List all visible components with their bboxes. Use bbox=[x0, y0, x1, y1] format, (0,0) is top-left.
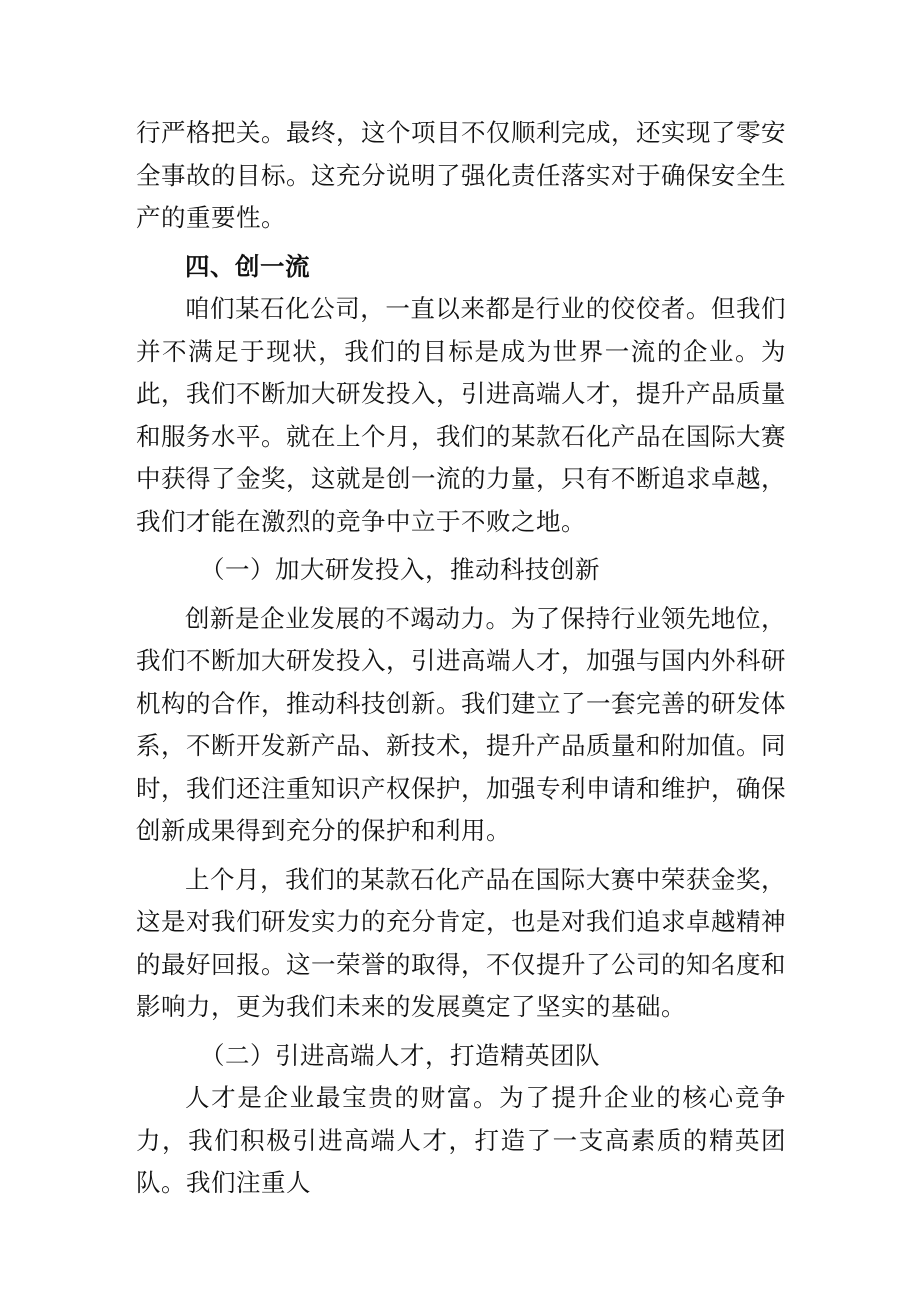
paragraph-intro: 咱们某石化公司，一直以来都是行业的佼佼者。但我们并不满足于现状，我们的目标是成为世界一流的企业。为此，我们不断加大研发投入，引进高端人才，提升产品质量和服务水平。就在上个月，我们的某款石化产品在国际大赛中获得了金奖，这就是创一流的力量，只有不断追求卓越，我们才能在激烈的竞争中立于不败之地。 bbox=[136, 294, 786, 536]
section-heading-4: 四、创一流 bbox=[185, 251, 310, 281]
paragraph-1b: 上个月，我们的某款石化产品在国际大赛中荣获金奖，这是对我们研发实力的充分肯定，也是对我们追求卓越精神的最好回报。这一荣誉的取得，不仅提升了公司的知名度和影响力，更为我们未来的发展奠定了坚实的基础。 bbox=[136, 864, 786, 1021]
paragraph-1a: 创新是企业发展的不竭动力。为了保持行业领先地位，我们不断加大研发投入，引进高端人才，加强与国内外科研机构的合作，推动科技创新。我们建立了一套完善的研发体系，不断开发新产品、新技术，提升产品质量和附加值。同时，我们还注重知识产权保护，加强专利申请和维护，确保创新成果得到充分的保护和利用。 bbox=[136, 603, 786, 845]
document-page bbox=[136, 112, 786, 1205]
subsection-heading-2: （二）引进高端人才，打造精英团队 bbox=[200, 1040, 600, 1070]
paragraph-2a: 人才是企业最宝贵的财富。为了提升企业的核心竞争力，我们积极引进高端人才，打造了一支高素质的精英团队。我们注重人 bbox=[136, 1083, 786, 1197]
subsection-heading-1: （一）加大研发投入，推动科技创新 bbox=[200, 555, 600, 584]
paragraph-continued: 行严格把关。最终，这个项目不仅顺利完成，还实现了零安全事故的目标。这充分说明了强化责任落实对于确保安全生产的重要性。 bbox=[136, 118, 786, 232]
